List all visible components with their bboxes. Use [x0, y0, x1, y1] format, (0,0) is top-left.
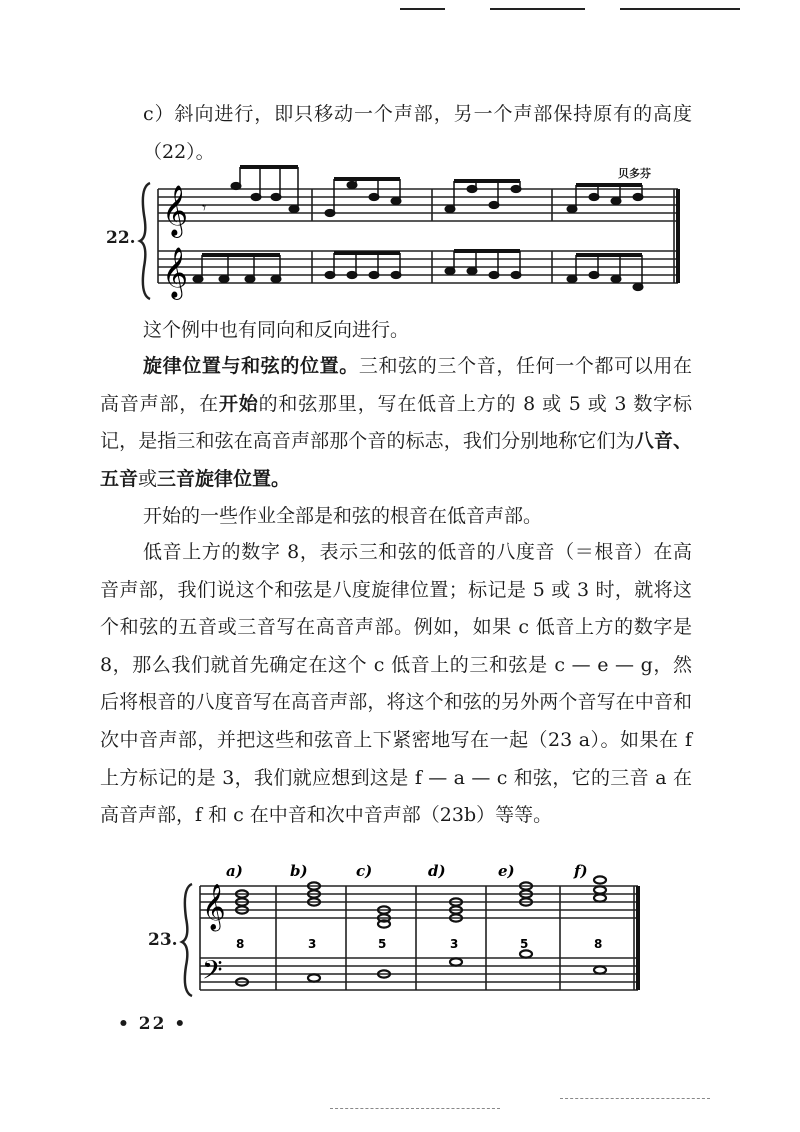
paragraph-text: 的和弦那里，写在低音上方的 8 或 5 或 3 数字标记，是指三和弦在高音声部那个音的标志，我们分别地称它们为 [100, 392, 692, 453]
paragraph-root-in-bass [143, 498, 692, 536]
chord-label-c: c) [356, 862, 373, 880]
paragraph-figure-explanation-text: 低音上方的数字 8，表示三和弦的低音的八度音（＝根音）在高音声部，我们说这个和弦是八度旋律位置；标记是 5 或 3 时，就将这个和弦的五音或三音写在高音声部。例如，如果 c 低音上方的数字是 8，那么我们就首先确定在这个 c 低音上的三和弦是 c — e — g，然后将根音的八度音写在高音声部，将这个和弦的另外两个音写在中音和次中音声部，并把这些和弦音上下紧密地写在一起（23 a）。如果在 f 上方标记的是 3，我们就应想到这是 f — a — c 和弦，它的三音 a 在高音声部，f 和 c 在中音和次中音声部（23b）等等。 [100, 541, 692, 827]
top-rule-1 [400, 8, 445, 10]
paragraph-similar-contrary-text: 这个例中也有同向和反向进行。 [143, 319, 410, 341]
paragraph-text: 或 [138, 467, 158, 490]
figure-c: 5 [378, 937, 387, 951]
page-number: • 22 • [118, 1014, 188, 1034]
treble-clef-icon: 𝄞 [162, 185, 189, 236]
composer-name: 贝多芬 [618, 167, 651, 180]
emphasis-third-position: 三音旋律位置。 [157, 467, 291, 490]
top-rule-2 [490, 8, 585, 10]
chord-label-d: d) [428, 862, 446, 880]
svg-text:𝄾: 𝄾 [202, 198, 207, 217]
paragraph-text: 三和弦的三个音，任何一个都可以用在高音声部，在 [100, 355, 692, 415]
figure-f: 8 [594, 937, 603, 951]
treble-clef-icon: 𝄞 [162, 247, 189, 298]
chord-label-b: b) [290, 862, 308, 880]
chord-label-a: a) [226, 862, 243, 880]
heading-melodic-position: 旋律位置与和弦的位置。 [143, 355, 359, 377]
emphasis-positions: 八音、五音 [100, 430, 692, 490]
example-23-number: 23. [148, 930, 178, 950]
paragraph-melodic-position [100, 348, 692, 498]
figure-b: 3 [308, 937, 317, 951]
paragraph-oblique-motion [143, 96, 692, 171]
bottom-rule [560, 1098, 710, 1099]
treble-clef-icon: 𝄞 [202, 884, 226, 930]
chord-label-e: e) [498, 862, 515, 880]
paragraph-oblique-motion-text: c）斜向进行，即只移动一个声部，另一个声部保持原有的高度（22）。 [143, 103, 692, 163]
upper-staff [158, 189, 678, 221]
example-23-score [180, 858, 650, 1008]
figure-d: 3 [450, 937, 459, 951]
bass-clef-icon: 𝄢 [202, 954, 223, 992]
paragraph-similar-contrary [143, 312, 692, 350]
figure-e: 5 [520, 937, 529, 951]
figure-a: 8 [236, 937, 245, 951]
example-22-number: 22. [106, 228, 136, 248]
top-rule-3 [620, 8, 740, 10]
example-22-score [140, 175, 700, 305]
paragraph-root-in-bass-text: 开始的一些作业全部是和弦的根音在低音声部。 [143, 505, 543, 527]
bottom-rule [330, 1108, 500, 1109]
chord-label-f: f) [574, 862, 588, 880]
paragraph-figure-explanation [100, 534, 692, 835]
emphasis-start: 开始 [218, 392, 259, 415]
